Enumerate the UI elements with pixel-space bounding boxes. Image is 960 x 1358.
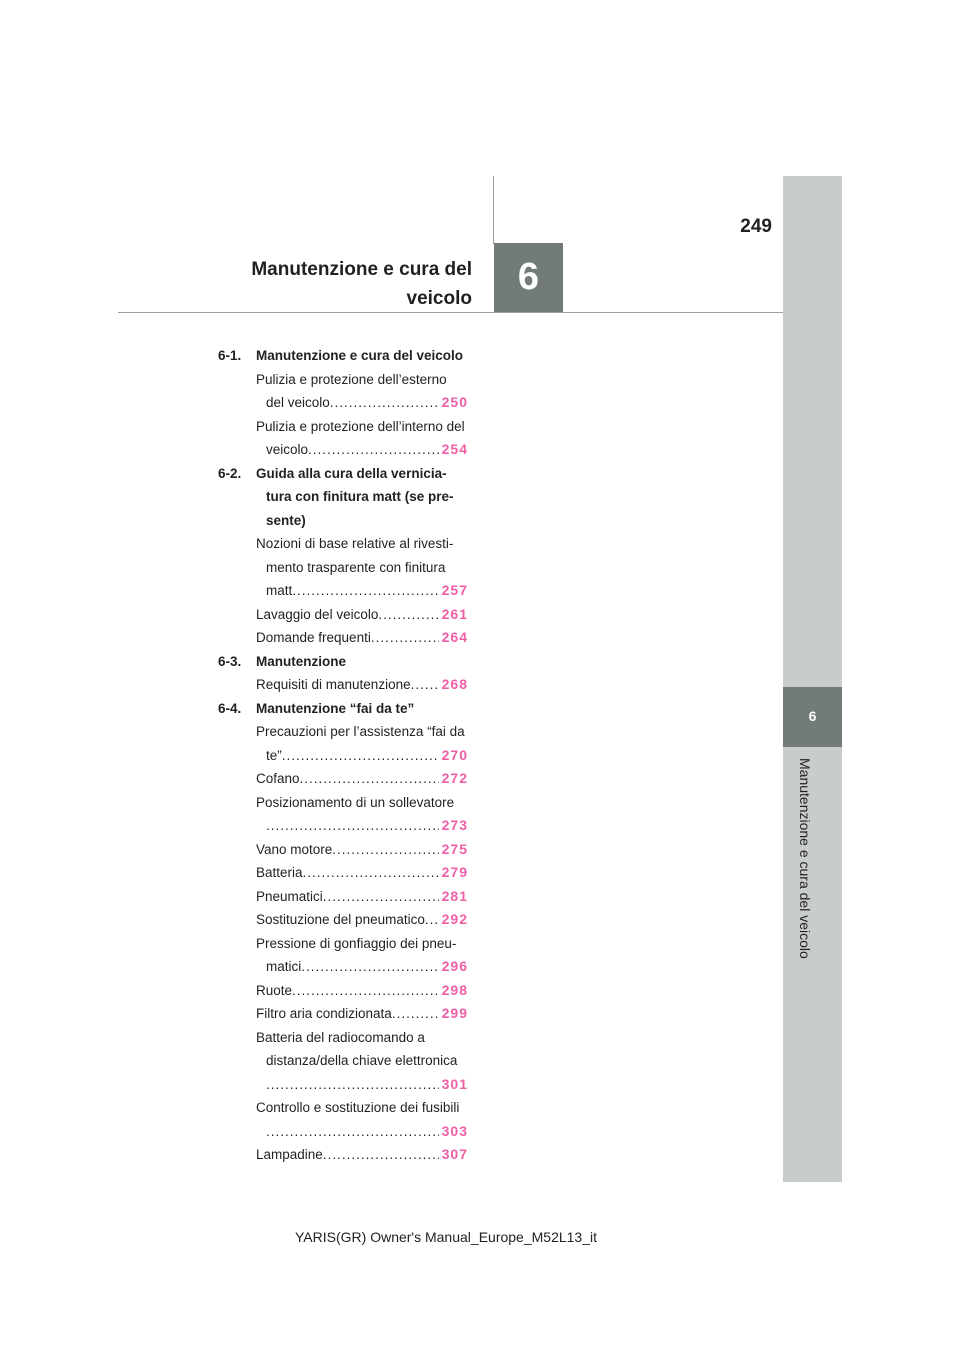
header-divider-vertical xyxy=(493,176,494,244)
footer xyxy=(0,1229,960,1245)
toc-leader-dots xyxy=(308,438,439,462)
toc-item-title-cont: mento trasparente con finitura xyxy=(266,559,446,575)
toc-item-title: Batteria del radiocomando a xyxy=(256,1029,425,1045)
toc-item-title: Lampadine xyxy=(256,1147,323,1162)
toc-page-link[interactable]: 298 xyxy=(441,981,468,998)
chapter-title xyxy=(150,255,472,313)
toc-item[interactable] xyxy=(218,767,468,791)
toc-section-6-3 xyxy=(218,650,468,674)
toc-page-link[interactable]: 264 xyxy=(441,629,468,645)
toc-page-link[interactable]: 299 xyxy=(441,1005,468,1021)
toc-section-number: 6-2. xyxy=(218,465,242,481)
toc-item[interactable] xyxy=(218,1143,468,1167)
toc-page-link[interactable]: 254 xyxy=(441,441,468,457)
footer-manual-id: YARIS(GR) Owner's Manual_Europe_M52L13_it xyxy=(295,1229,597,1245)
toc-item[interactable] xyxy=(218,368,468,415)
toc-item-title: Pressione di gonfiaggio dei pneu- xyxy=(256,935,457,951)
chapter-title-line-1: Manutenzione e cura del xyxy=(251,259,472,280)
toc-item-title: Pulizia e protezione dell’interno del xyxy=(256,418,465,434)
toc-page-link[interactable]: 273 xyxy=(441,817,468,833)
toc-item-title: Pneumatici xyxy=(256,888,323,904)
toc-item[interactable] xyxy=(218,626,468,650)
toc-leader-dots xyxy=(332,838,438,862)
toc-leader-dots xyxy=(425,908,439,932)
toc-leader-dots xyxy=(301,955,438,979)
toc-item[interactable] xyxy=(218,885,468,909)
toc-item-title: Nozioni di base relative al rivesti- xyxy=(256,536,454,551)
toc-item[interactable] xyxy=(218,861,468,885)
toc-leader-dots xyxy=(371,626,439,650)
toc-leader-dots xyxy=(300,767,439,791)
toc-leader-dots xyxy=(323,1143,439,1167)
toc-leader-dots xyxy=(411,673,439,697)
toc-leader-dots xyxy=(282,744,439,768)
toc-leader-dots xyxy=(266,814,439,838)
toc-page-link[interactable]: 296 xyxy=(441,958,468,974)
toc-section-number: 6-1. xyxy=(218,348,242,363)
toc-item-title-cont: te” xyxy=(266,747,282,763)
toc-item-title: Posizionamento di un sollevatore xyxy=(256,794,455,810)
toc-page-link[interactable]: 261 xyxy=(441,605,468,622)
toc-section-title: Guida alla cura della vernicia- xyxy=(256,465,447,481)
toc-item-title: Pulizia e protezione dell’esterno xyxy=(256,371,447,387)
toc-item[interactable] xyxy=(218,720,468,767)
toc-leader-dots xyxy=(323,885,439,909)
toc-section-title-cont: sente) xyxy=(266,512,306,528)
toc-item-title: Lavaggio del veicolo xyxy=(256,606,379,622)
toc-section-6-4 xyxy=(218,697,468,721)
toc-item-title-cont: matt xyxy=(266,583,293,598)
toc-item[interactable] xyxy=(218,532,468,603)
toc-item[interactable] xyxy=(218,1096,468,1143)
toc-item[interactable] xyxy=(218,603,468,627)
toc-item[interactable] xyxy=(218,1002,468,1026)
toc-page-link[interactable]: 270 xyxy=(441,746,468,763)
toc-leader-dots xyxy=(266,1120,439,1144)
toc-leader-dots xyxy=(266,1073,439,1097)
toc-item-title: Requisiti di manutenzione xyxy=(256,677,411,692)
toc-leader-dots xyxy=(292,979,439,1003)
toc-item-title: Batteria xyxy=(256,865,303,880)
toc-section-number: 6-4. xyxy=(218,700,242,716)
toc-item-title: Domande frequenti xyxy=(256,630,371,645)
toc-item-title: Controllo e sostituzione dei fusibili xyxy=(256,1100,460,1115)
toc-item[interactable] xyxy=(218,673,468,697)
toc-leader-dots xyxy=(378,603,438,627)
side-tab-label: Manutenzione e cura del veicolo xyxy=(797,758,813,959)
toc-item-title-cont: distanza/della chiave elettronica xyxy=(266,1053,458,1068)
toc-item[interactable] xyxy=(218,979,468,1003)
toc-item-title-cont: matici xyxy=(266,959,302,974)
toc-item[interactable] xyxy=(218,415,468,462)
toc-page-link[interactable]: 257 xyxy=(441,582,468,598)
chapter-title-line-2: veicolo xyxy=(406,288,472,309)
toc-item-title-cont: del veicolo xyxy=(266,395,330,410)
toc-section-title: Manutenzione e cura del veicolo xyxy=(256,348,464,363)
toc-item-title: Precauzioni per l’assistenza “fai da xyxy=(256,724,465,739)
toc-section-title: Manutenzione xyxy=(256,653,346,669)
toc-item-title: Vano motore xyxy=(256,841,333,857)
side-tab-chapter-number: 6 xyxy=(808,708,817,724)
toc-page-link[interactable]: 303 xyxy=(441,1122,468,1139)
chapter-number: 6 xyxy=(517,256,540,298)
toc-page-link[interactable]: 281 xyxy=(441,887,468,904)
toc-leader-dots xyxy=(292,579,438,603)
toc-section-6-2 xyxy=(218,462,468,533)
toc-leader-dots xyxy=(392,1002,439,1026)
toc-section-number: 6-3. xyxy=(218,653,242,669)
page-number: 249 xyxy=(740,216,772,237)
toc-page-link[interactable]: 279 xyxy=(441,864,468,880)
toc-page-link[interactable]: 292 xyxy=(441,911,468,927)
table-of-contents xyxy=(218,344,468,1167)
toc-page-link[interactable]: 268 xyxy=(441,676,468,692)
toc-leader-dots xyxy=(303,861,439,885)
toc-section-title-cont: tura con finitura matt (se pre- xyxy=(266,489,454,504)
toc-item-title: Ruote xyxy=(256,982,293,998)
toc-section-6-1 xyxy=(218,344,468,368)
toc-page-link[interactable]: 301 xyxy=(441,1075,468,1092)
toc-leader-dots xyxy=(330,391,439,415)
toc-item[interactable] xyxy=(218,932,468,979)
side-tab xyxy=(783,176,842,1182)
toc-item[interactable] xyxy=(218,791,468,838)
toc-page-link[interactable]: 250 xyxy=(441,394,468,410)
toc-item[interactable] xyxy=(218,1026,468,1097)
toc-item-title: Cofano xyxy=(256,771,300,786)
toc-item-title: Filtro aria condizionata xyxy=(256,1006,392,1021)
toc-item[interactable] xyxy=(218,908,468,932)
toc-item-title-cont: veicolo xyxy=(266,442,309,457)
toc-item[interactable] xyxy=(218,838,468,862)
toc-section-title: Manutenzione “fai da te” xyxy=(256,700,415,716)
toc-page-link[interactable]: 307 xyxy=(441,1146,468,1162)
toc-page-link[interactable]: 272 xyxy=(441,770,468,786)
toc-page-link[interactable]: 275 xyxy=(441,840,468,857)
toc-item-title: Sostituzione del pneumatico xyxy=(256,912,425,927)
